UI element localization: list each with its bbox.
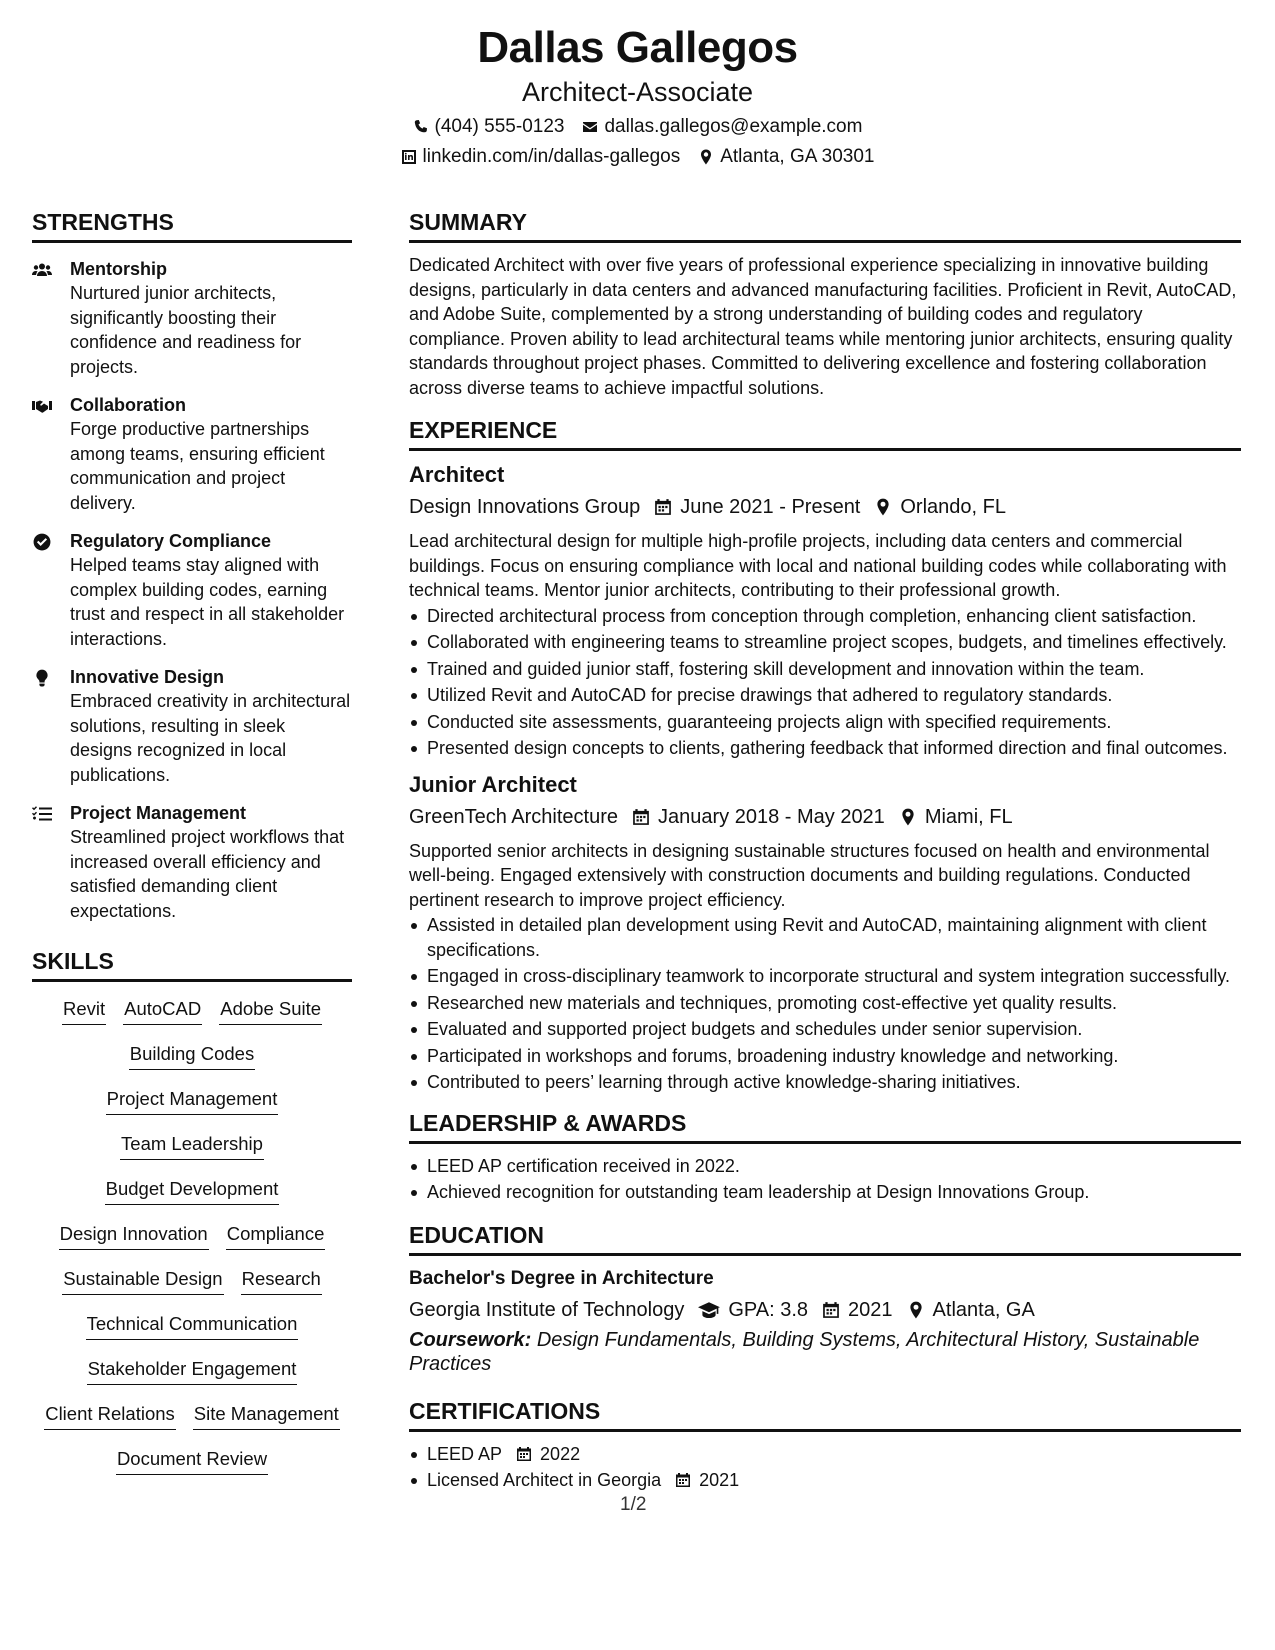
summary-text: Dedicated Architect with over five years of professional experience specializing in innovative building designs, particularly in data centers and advanced manufacturing facilities. Proficient in Revit, AutoCAD, and Adobe Suite, complemented by a strong understanding of building codes and regulatory compliance. Proven ability to lead architectural teams while mentoring junior architects, ensuring quality standards throughout project phases. Committed to delivering excellence and fostering collaboration across diverse teams to achieve impactful solutions.	[409, 255, 1237, 398]
leadership-item: Achieved recognition for outstanding team leadership at Design Innovations Group.	[409, 1180, 1241, 1205]
certifications-list	[409, 1442, 1241, 1493]
phone-icon	[413, 119, 429, 135]
skills-row	[32, 1266, 352, 1311]
strength-item	[32, 665, 352, 787]
leadership-item: LEED AP certification received in 2022.	[409, 1154, 1241, 1179]
job-bullet: Researched new materials and techniques, promoting cost-effective yet quality results.	[409, 991, 1241, 1016]
candidate-title: Architect-Associate	[521, 77, 754, 107]
job-description: Lead architectural design for multiple high-profile projects, including data centers and commercial buildings. Focus on ensuring compliance with local and national building codes while collaborating with technical teams. Mentor junior architects, contributing to their professional growth.	[409, 531, 1227, 600]
certification-name: LEED AP	[427, 1443, 503, 1464]
skills-row	[32, 1446, 352, 1491]
skills-row	[32, 1356, 352, 1401]
coursework-text: Design Fundamentals, Building Systems, Architectural History, Sustainable Practices	[409, 1328, 1200, 1375]
map-pin-icon	[698, 149, 714, 165]
skills-row	[32, 1401, 352, 1446]
graduation-cap-icon	[698, 1301, 720, 1319]
contact-line-2	[0, 144, 1275, 170]
coursework	[409, 1328, 1241, 1377]
certification-year: 2022	[540, 1443, 581, 1464]
job-bullet: Evaluated and supported project budgets and schedules under senior supervision.	[409, 1017, 1241, 1042]
leadership-heading: LEADERSHIP & AWARDS	[409, 1109, 1241, 1144]
linkedin-icon	[401, 149, 417, 165]
job-title: Architect	[409, 462, 505, 487]
job-bullet: Trained and guided junior staff, fostering skill development and innovation within the team.	[409, 657, 1241, 682]
job-meta	[409, 493, 1241, 521]
strength-desc: Nurtured junior architects, significantly boosting their confidence and readiness for projects.	[70, 283, 302, 377]
left-column	[32, 208, 352, 1491]
users-icon	[32, 261, 52, 279]
certifications-heading: CERTIFICATIONS	[409, 1397, 1241, 1432]
education-heading: EDUCATION	[409, 1221, 1241, 1256]
certification-item	[409, 1468, 1241, 1493]
job-bullet: Engaged in cross-disciplinary teamwork to incorporate structural and system integration successfully.	[409, 964, 1241, 989]
strength-item	[32, 801, 352, 923]
certification-year: 2021	[699, 1470, 740, 1490]
skill-tag: Compliance	[226, 1221, 326, 1250]
job-bullet: Utilized Revit and AutoCAD for precise drawings that adhered to regulatory standards.	[409, 683, 1241, 708]
strength-item	[32, 393, 352, 515]
job-title: Junior Architect	[409, 771, 577, 797]
skills-heading: SKILLS	[32, 947, 352, 982]
map-pin-icon	[907, 1301, 925, 1319]
leadership-list	[409, 1154, 1241, 1205]
strength-title: Mentorship	[70, 259, 167, 279]
coursework-label: Coursework:	[409, 1328, 532, 1351]
job-bullets	[409, 913, 1241, 1095]
summary-heading: SUMMARY	[409, 208, 1241, 243]
phone-text: (404) 555-0123	[434, 116, 565, 137]
skill-tag: Revit	[62, 996, 106, 1025]
strength-title: Collaboration	[70, 395, 186, 415]
skills-row	[32, 1041, 352, 1086]
page-number: 1/2	[620, 1494, 647, 1515]
calendar-icon	[654, 498, 672, 516]
map-pin-icon	[899, 808, 917, 826]
skills-row	[32, 1221, 352, 1266]
job-bullet: Presented design concepts to clients, gathering feedback that informed direction and final outcomes.	[409, 736, 1241, 761]
calendar-icon	[516, 1446, 532, 1462]
strength-title: Regulatory Compliance	[70, 531, 272, 551]
lightbulb-icon	[32, 669, 52, 687]
skill-tag: Design Innovation	[59, 1221, 209, 1250]
job-bullet: Directed architectural process from conception through completion, enhancing client satisfaction.	[409, 604, 1241, 629]
skill-tag: Budget Development	[105, 1176, 280, 1205]
skill-tag: Stakeholder Engagement	[87, 1356, 298, 1385]
email-contact[interactable]	[582, 114, 862, 140]
job-bullet: Contributed to peers’ learning through active knowledge-sharing initiatives.	[409, 1070, 1241, 1095]
skill-tag: Adobe Suite	[219, 996, 322, 1025]
strength-desc: Streamlined project workflows that increased overall efficiency and satisfied demanding client expectations.	[70, 827, 345, 921]
strength-title: Project Management	[70, 803, 247, 823]
location-text: Atlanta, GA 30301	[720, 146, 875, 167]
certification-name: Licensed Architect in Georgia	[427, 1470, 662, 1490]
education-location: Atlanta, GA	[932, 1298, 1035, 1321]
strength-desc: Helped teams stay aligned with complex building codes, earning trust and respect in all stakeholder interactions.	[70, 555, 345, 649]
experience-heading: EXPERIENCE	[409, 416, 1241, 451]
skill-tag: Research	[241, 1266, 322, 1295]
job-location: Orlando, FL	[900, 496, 1006, 518]
email-text[interactable]: dallas.gallegos@example.com	[604, 116, 863, 137]
strength-item	[32, 529, 352, 651]
skills-row	[32, 1311, 352, 1356]
job-company: Design Innovations Group	[409, 496, 641, 518]
skills-row	[32, 1131, 352, 1176]
strength-title: Innovative Design	[70, 667, 225, 687]
skills-list	[32, 996, 352, 1491]
linkedin-text[interactable]: linkedin.com/in/dallas-gallegos	[422, 146, 681, 167]
gpa-text: GPA: 3.8	[728, 1298, 809, 1321]
skill-tag: Site Management	[193, 1401, 340, 1430]
calendar-icon	[632, 808, 650, 826]
job-description: Supported senior architects in designing sustainable structures focused on health and environmental well-being. Engaged extensively with construction documents and building regulations. Conducted pertinent research to improve project efficiency.	[409, 840, 1210, 910]
school-name: Georgia Institute of Technology	[409, 1298, 685, 1321]
resume-header	[0, 22, 1275, 170]
phone-contact	[413, 114, 565, 140]
certification-item	[409, 1442, 1241, 1467]
map-pin-icon	[874, 498, 892, 516]
job-bullet: Conducted site assessments, guaranteeing projects align with specified requirements.	[409, 710, 1241, 735]
education-meta	[409, 1296, 1241, 1324]
job-bullet: Collaborated with engineering teams to streamline project scopes, budgets, and timelines effectively.	[409, 630, 1241, 655]
candidate-name: Dallas Gallegos	[477, 23, 798, 72]
job-dates: June 2021 - Present	[680, 496, 861, 518]
job-company: GreenTech Architecture	[409, 805, 618, 828]
job-entry	[409, 461, 1241, 761]
envelope-icon	[582, 119, 598, 135]
skill-tag: Project Management	[106, 1086, 279, 1115]
location-contact	[698, 144, 874, 170]
skills-row	[32, 996, 352, 1041]
handshake-icon	[32, 397, 52, 415]
job-entry	[409, 771, 1241, 1095]
skill-tag: Client Relations	[44, 1401, 176, 1430]
job-bullets	[409, 604, 1241, 761]
strength-desc: Embraced creativity in architectural solutions, resulting in sleek designs recognized in local publications.	[70, 691, 351, 785]
degree-title: Bachelor's Degree in Architecture	[409, 1267, 714, 1289]
skill-tag: Sustainable Design	[62, 1266, 223, 1295]
skills-row	[32, 1176, 352, 1221]
skill-tag: Building Codes	[129, 1041, 255, 1070]
skills-row	[32, 1086, 352, 1131]
skill-tag: Document Review	[116, 1446, 268, 1475]
calendar-icon	[822, 1301, 840, 1319]
job-meta	[409, 803, 1241, 831]
skill-tag: AutoCAD	[123, 996, 202, 1025]
job-bullet: Participated in workshops and forums, broadening industry knowledge and networking.	[409, 1044, 1241, 1069]
education-year: 2021	[848, 1298, 893, 1321]
linkedin-contact[interactable]	[401, 144, 681, 170]
check-circle-icon	[32, 533, 52, 551]
strength-item	[32, 257, 352, 379]
job-dates: January 2018 - May 2021	[658, 805, 885, 828]
strengths-heading: STRENGTHS	[32, 208, 352, 243]
list-check-icon	[32, 805, 52, 823]
right-column	[409, 208, 1241, 1495]
strength-desc: Forge productive partnerships among teams, ensuring efficient communication and project delivery.	[70, 419, 325, 513]
skill-tag: Technical Communication	[86, 1311, 299, 1340]
job-bullet: Assisted in detailed plan development using Revit and AutoCAD, maintaining alignment with client specifications.	[409, 913, 1241, 962]
calendar-icon	[675, 1472, 691, 1488]
contact-line-1	[0, 114, 1275, 140]
skill-tag: Team Leadership	[120, 1131, 264, 1160]
job-location: Miami, FL	[924, 805, 1013, 828]
